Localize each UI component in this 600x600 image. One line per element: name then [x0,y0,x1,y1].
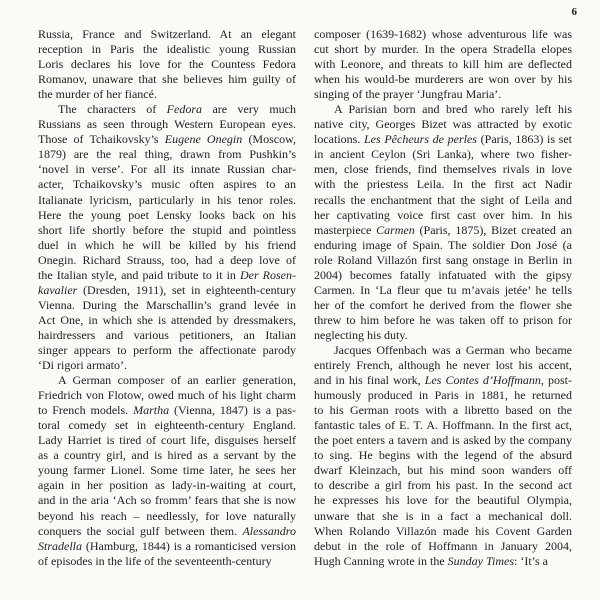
text-line: her captivating voice first cast over him. In his [314,207,572,222]
text-line: the poet enters a tavern and is asked by the company [314,433,572,448]
text-line: men, close friends, find themselves rivals in love [314,162,572,177]
text-line: entirely French, although he never lost his accent, [314,358,572,373]
text-line: conquers the social gulf between them. Alessandro [38,523,296,538]
text-line: with Leonore, and threats to kill him are deflected [314,57,572,72]
text-line: the Italian style, and paid tribute to it in Der Rosen- [38,267,297,282]
text-line: and in the aria ‘Ach so fromm’ fears that she is now [38,493,296,508]
text-line: Onegin. Richard Strauss, too, had a deep love of [38,252,296,267]
text-line: singing of the prayer ‘Jungfrau Maria’. [314,87,502,102]
text-line: The characters of Fedora are very much [58,102,296,117]
text-line: he expresses his love for the beautiful Olympia, [314,493,572,508]
text-line: singer appears to perform the affectionate parody [38,342,296,357]
text-line: A German composer of an earlier generation, [58,373,296,388]
text-line: acter, Tchaikovsky’s music often aspires to an [38,177,296,192]
text-line: Romanov, unaware that she believes him guilty of [38,72,296,87]
text-line: short life shortly before the stupid and pointless [38,222,296,237]
text-line: humously produced in Paris in 1881, he returned [314,388,572,403]
text-line: role Roland Villazón first sang onstage in Berlin in [314,252,572,267]
text-line: of episodes in the life of the seventeenth-century [38,553,272,568]
text-line: ‘novel in verse’. For all its innate Russian char- [38,162,296,177]
text-line: to his German roots with a libretto based on the [314,403,572,418]
text-line: Act One, in which she is attended by dressmakers, [38,312,296,327]
text-line: enduring image of Spain. The soldier Don José (a [314,237,572,252]
text-line: duel in which he will be killed by his friend [38,237,296,252]
text-line: threw to him before he was taken off to prison for [314,312,572,327]
text-line: to sing. He begins with the legend of the absurd [314,448,572,463]
text-line: Italianate lyricism, particularly in his tenor roles. [38,192,296,207]
text-line: Vienna. During the Marschallin’s grand levée in [38,297,296,312]
text-columns [38,27,572,569]
text-line: neglecting his duty. [314,327,408,342]
text-line: the murder of her fiancé. [38,87,157,102]
text-line: native city, Georges Bizet was attracted by exotic [314,117,572,132]
text-line: in ancient Ceylon (Sri Lanka), where two fisher- [314,147,572,162]
text-line: dwarf Kleinzach, but his mind soon wanders off [314,463,572,478]
text-line: toral comedy set in eighteenth-century England. [38,418,296,433]
text-line: cut short by murder. In the opera Stradella elopes [314,42,572,57]
text-line: beyond his reach – needlessly, for love naturally [38,508,296,523]
text-line: debut in the role of Hoffmann in January 2004, [314,538,572,553]
text-line: unware that she is in a fact a mechanical doll. [314,508,572,523]
text-line: recalls the enchantment that the sight of Leila and [314,192,572,207]
text-line: Lady Harriet is tired of court life, disguises herself [38,433,296,448]
text-line: A Parisian born and bred who rarely left his [334,102,572,117]
text-line: 1879) are the real thing, drawn from Pushkin’s [38,147,296,162]
text-line: ‘Di rigori armato’. [38,358,127,373]
text-line: and in his final work, Les Contes d’Hoffmann, post- [314,373,573,388]
text-line: her of the comfort he derived from the flower she [314,297,572,312]
text-line: Here the young poet Lensky looks back on his [38,207,296,222]
text-line: fantastic tales of E. T. A. Hoffmann. In the first act, [314,418,572,433]
text-line: locations. Les Pêcheurs de perles (Paris, 1863) is set [314,132,572,147]
text-line: hairdressers and various petitioners, an Italian [38,327,296,342]
text-line: Russians as seen through Western European eyes. [38,117,296,132]
text-line: Russia, France and Switzerland. At an elegant [38,27,296,41]
page-number: 6 [571,6,577,18]
text-line: Friedrich von Flotow, owed much of his light charm [38,388,296,403]
text-line: kavalier (Dresden, 1911), set in eighteenth-century [38,282,296,297]
text-line: with the priestess Leila. In the first act Nadir [314,177,572,192]
text-line: Loris declares his love for the Countess Fedora [38,57,296,72]
text-column-left [38,27,296,569]
text-line: When Rolando Villazón made his Covent Garden [314,523,572,538]
text-line: young farmer Lionel. Some time later, he sees her [38,463,296,478]
text-line: again in her position as lady-in-waiting at court, [38,478,296,493]
text-column-right [314,27,572,569]
text-line: composer (1639-1682) whose adventurous life was [314,27,572,41]
text-line: to French models. Martha (Vienna, 1847) is a pas- [38,403,296,418]
text-line: Carmen. In ‘La fleur que tu m’avais jetée’ he tells [314,282,572,297]
text-line: Jacques Offenbach was a German who became [334,342,572,357]
text-line: masterpiece Carmen (Paris, 1875), Bizet created an [314,222,572,237]
text-line: when his would-be murderers are won over by his [314,72,572,87]
text-line: Hugh Canning wrote in the Sunday Times: ‘It’s a [314,553,548,568]
text-line: as a country girl, and is hired as a servant by the [38,448,296,463]
text-line: Those of Tchaikovsky’s Eugene Onegin (Moscow, [38,132,296,147]
text-line: 2004) becomes fatally infatuated with the gipsy [314,267,572,282]
text-line: Stradella (Hamburg, 1844) is a romanticised version [38,538,296,553]
text-line: reception in Paris the idealistic young Russian [38,42,296,57]
text-line: to describe a girl from his past. In the second act [314,478,572,493]
